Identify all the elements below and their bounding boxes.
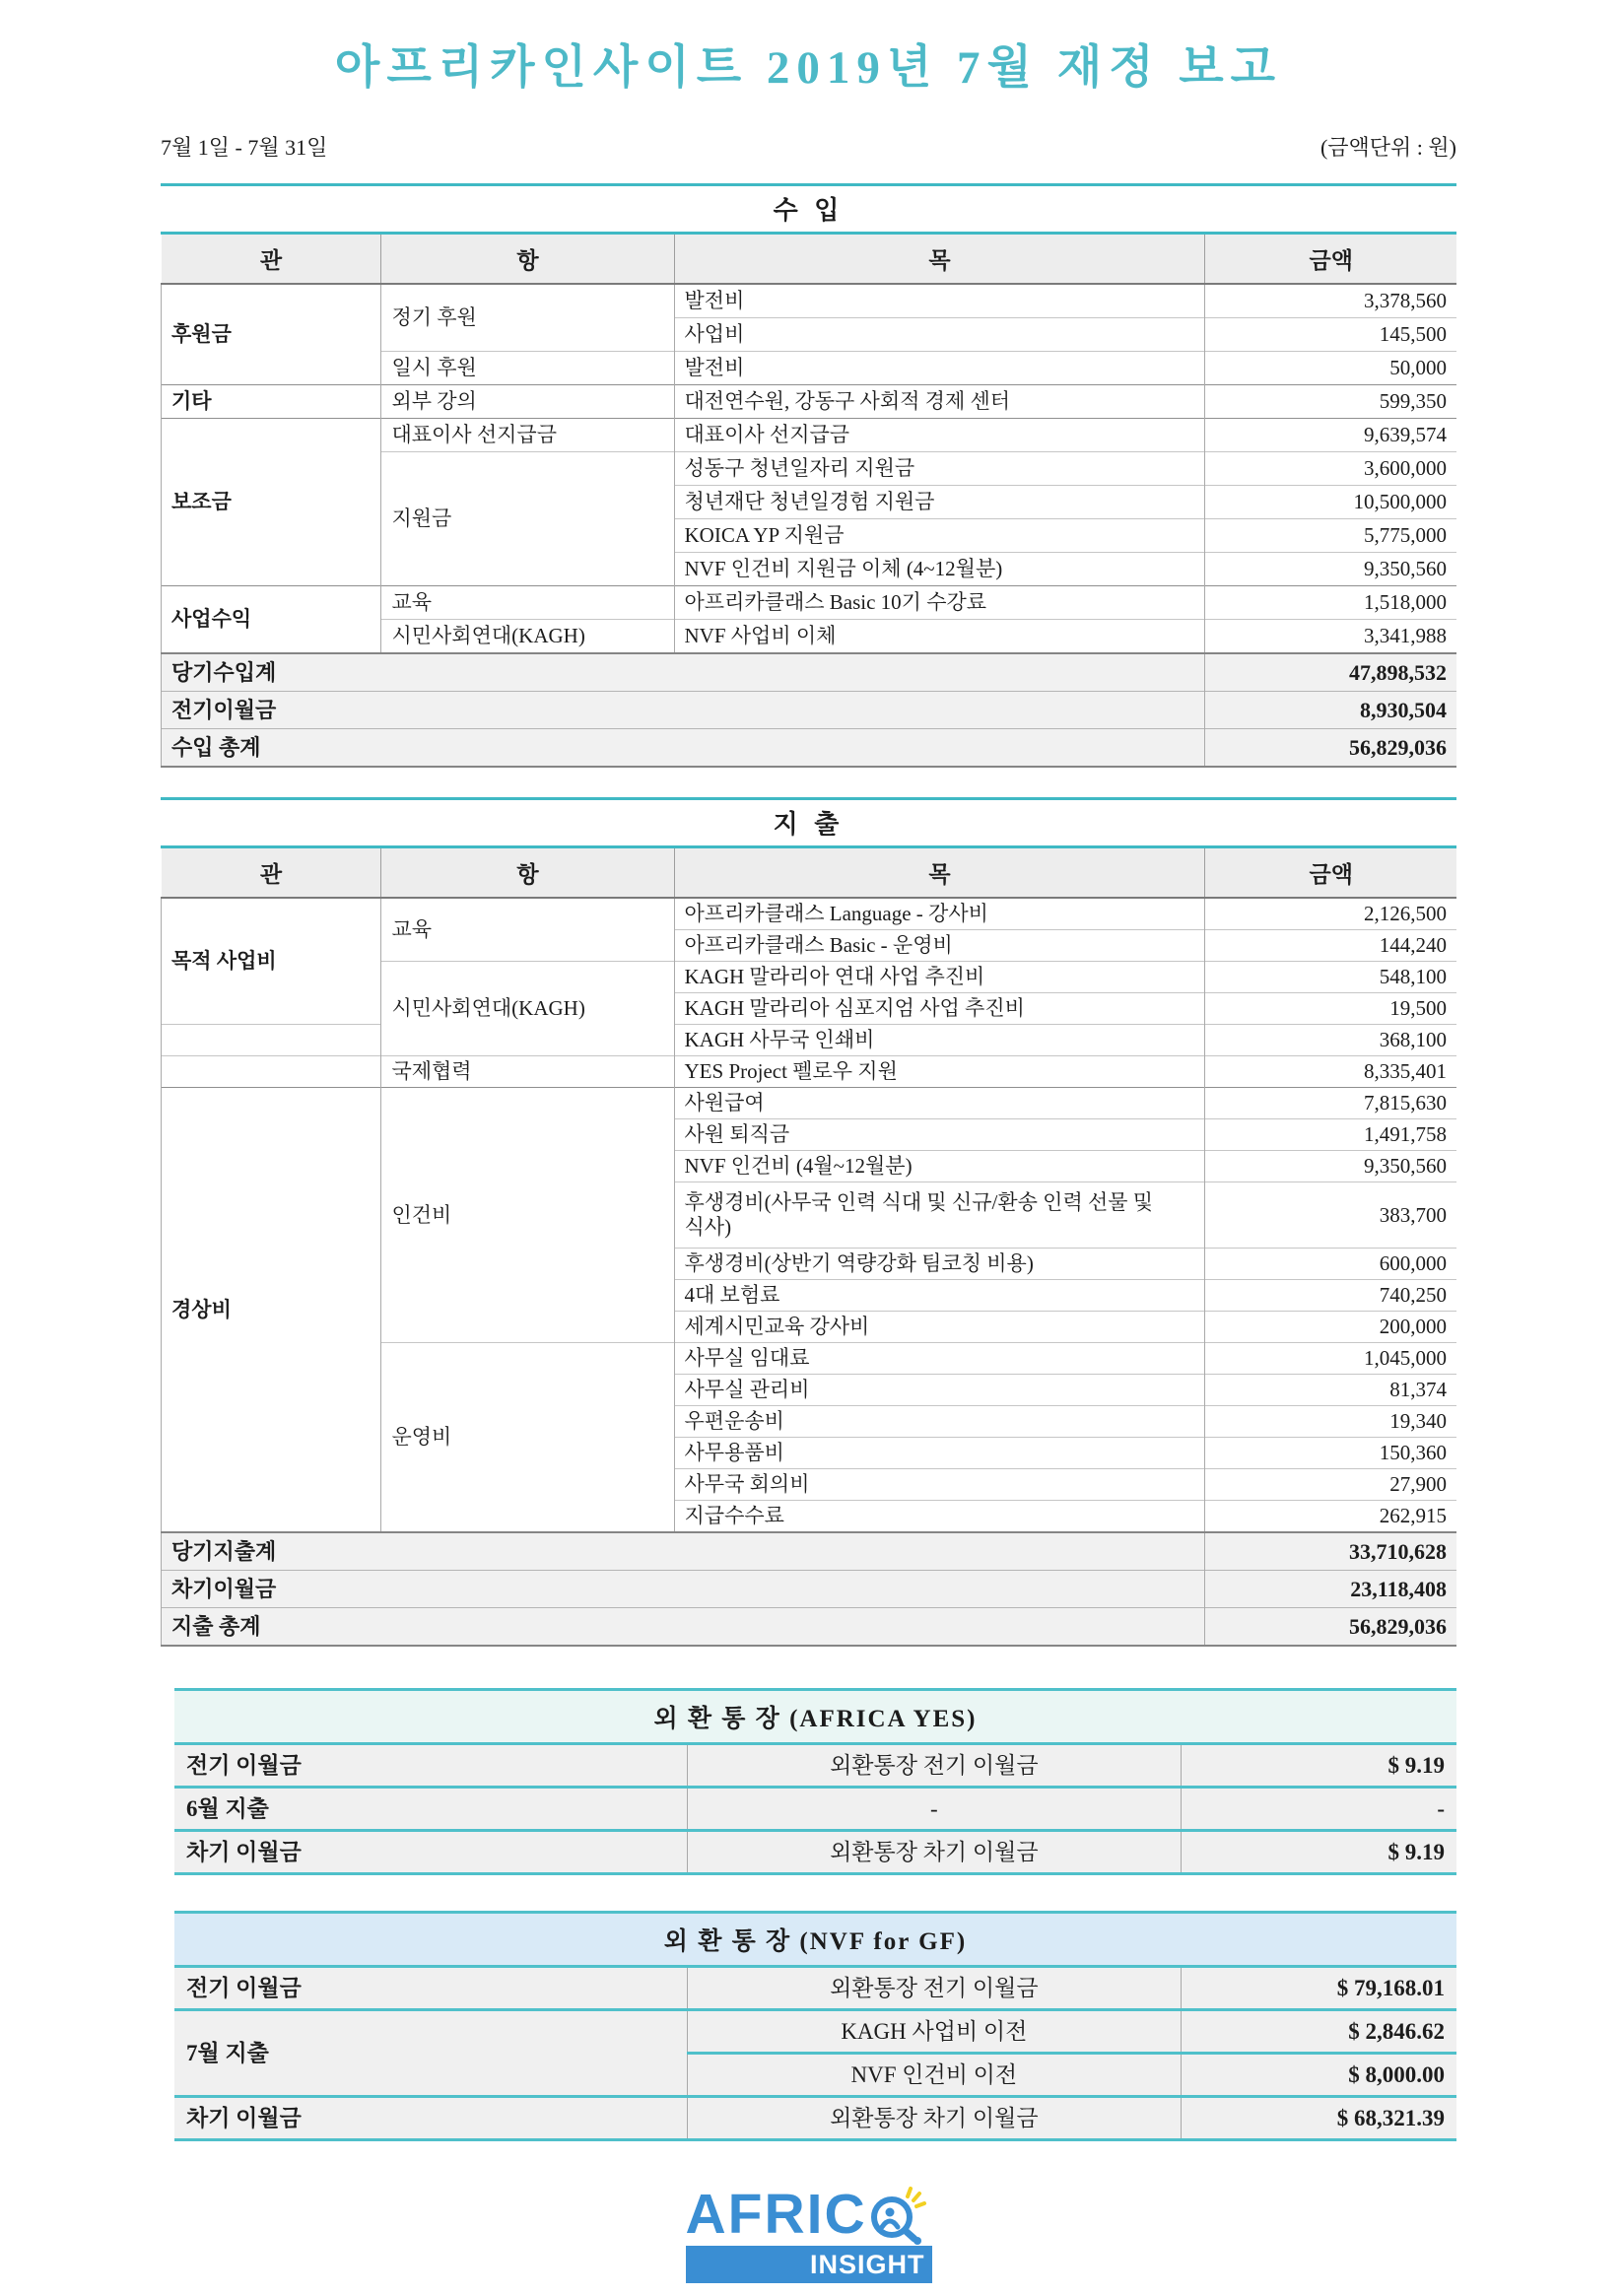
cell-amount: 19,340: [1205, 1406, 1456, 1438]
totals-row: [162, 692, 1457, 729]
totals-amount: 23,118,408: [1205, 1571, 1456, 1608]
fx-desc: 외환통장 전기 이월금: [687, 1967, 1181, 2010]
fx-header-row: [174, 1913, 1456, 1967]
column-header-hang: 항: [381, 235, 674, 284]
cell-item: 후생경비(사무국 인력 식대 및 신규/환송 인력 선물 및 식사): [674, 1182, 1205, 1249]
cell-subcategory: 시민사회연대(KAGH): [381, 620, 674, 654]
period-label: 7월 1일 - 7월 31일: [161, 135, 328, 161]
cell-subcategory: 외부 강의: [381, 385, 674, 419]
cell-amount: 1,491,758: [1205, 1119, 1456, 1151]
fx-row: [174, 2010, 1456, 2054]
cell-category: 후원금: [162, 284, 381, 385]
cell-item: 후생경비(상반기 역량강화 팀코칭 비용): [674, 1249, 1205, 1280]
fx-desc: -: [687, 1788, 1181, 1831]
fx-label: 차기 이월금: [174, 2097, 687, 2140]
cell-category-empty: [162, 1025, 381, 1056]
cell-category-empty: [162, 1056, 381, 1088]
fx-label: 6월 지출: [174, 1788, 687, 1831]
cell-item: 아프리카클래스 Basic - 운영비: [674, 930, 1205, 962]
cell-item: KAGH 말라리아 연대 사업 추진비: [674, 962, 1205, 993]
fx-desc: 외환통장 전기 이월금: [687, 1744, 1181, 1788]
logo-sparkle-icon: [908, 2189, 924, 2206]
cell-amount: 10,500,000: [1205, 486, 1456, 519]
fx-row: [174, 1967, 1456, 2010]
totals-amount: 56,829,036: [1205, 729, 1456, 768]
cell-subcategory: 정기 후원: [381, 284, 674, 352]
fx-desc: 외환통장 차기 이월금: [687, 1831, 1181, 1874]
fx-label: 차기 이월금: [174, 1831, 687, 1874]
table-row: [162, 385, 1457, 419]
cell-amount: 1,518,000: [1205, 586, 1456, 620]
page-title: 아프리카인사이트 2019년 7월 재정 보고: [334, 42, 1283, 94]
cell-amount: 600,000: [1205, 1249, 1456, 1280]
expense-section-title: 지 출: [161, 797, 1456, 848]
cell-item: 청년재단 청년일경험 지원금: [674, 486, 1205, 519]
expense-table: [161, 848, 1456, 1647]
cell-amount: 368,100: [1205, 1025, 1456, 1056]
cell-amount: 9,350,560: [1205, 553, 1456, 586]
cell-item: 지급수수료: [674, 1501, 1205, 1533]
income-header-row: [162, 235, 1457, 284]
cell-item: NVF 인건비 지원금 이체 (4~12월분): [674, 553, 1205, 586]
fx-amount: $ 9.19: [1181, 1744, 1456, 1788]
fx-header-row: [174, 1690, 1456, 1744]
fx-row: [174, 1831, 1456, 1874]
cell-amount: 200,000: [1205, 1312, 1456, 1343]
fx-amount: -: [1181, 1788, 1456, 1831]
totals-amount: 47,898,532: [1205, 653, 1456, 692]
cell-amount: 740,250: [1205, 1280, 1456, 1312]
fx-desc: NVF 인건비 이전: [687, 2054, 1181, 2097]
column-header-amount: 금액: [1205, 848, 1456, 898]
fx-nvf-title: 외 환 통 장 (NVF for GF): [174, 1913, 1456, 1967]
cell-item: 사무용품비: [674, 1438, 1205, 1469]
cell-item: 사원급여: [674, 1088, 1205, 1119]
cell-subcategory: 대표이사 선지급금: [381, 419, 674, 452]
africa-insight-logo: [686, 2183, 932, 2283]
logo-magnifier-icon: [864, 2183, 929, 2248]
cell-category: 보조금: [162, 419, 381, 586]
income-section-title: 수 입: [161, 183, 1456, 235]
totals-label: 차기이월금: [162, 1571, 1205, 1608]
fx-label: 전기 이월금: [174, 1967, 687, 2010]
table-row: [162, 284, 1457, 318]
cell-item: 대전연수원, 강동구 사회적 경제 센터: [674, 385, 1205, 419]
cell-item: 성동구 청년일자리 지원금: [674, 452, 1205, 486]
cell-item: 발전비: [674, 284, 1205, 318]
totals-row: [162, 1608, 1457, 1647]
income-table: [161, 235, 1456, 768]
cell-item: NVF 사업비 이체: [674, 620, 1205, 654]
fx-row: [174, 2097, 1456, 2140]
logo-insight-bar: [686, 2246, 932, 2283]
cell-category: 기타: [162, 385, 381, 419]
cell-item: 우편운송비: [674, 1406, 1205, 1438]
cell-subcategory: 운영비: [381, 1343, 674, 1533]
cell-amount: 5,775,000: [1205, 519, 1456, 553]
cell-item: NVF 인건비 (4월~12월분): [674, 1151, 1205, 1182]
cell-subcategory: 국제협력: [381, 1056, 674, 1088]
cell-subcategory: 지원금: [381, 452, 674, 586]
totals-row: [162, 729, 1457, 768]
cell-subcategory: 교육: [381, 586, 674, 620]
cell-item: 4대 보험료: [674, 1280, 1205, 1312]
totals-amount: 8,930,504: [1205, 692, 1456, 729]
cell-item: 사무실 관리비: [674, 1375, 1205, 1406]
cell-category: 경상비: [162, 1088, 381, 1533]
totals-label: 당기수입계: [162, 653, 1205, 692]
cell-item: 대표이사 선지급금: [674, 419, 1205, 452]
cell-amount: 383,700: [1205, 1182, 1456, 1249]
cell-item: 사업비: [674, 318, 1205, 352]
table-row: [162, 586, 1457, 620]
fx-amount: $ 2,846.62: [1181, 2010, 1456, 2054]
cell-item: KAGH 말라리아 심포지엄 사업 추진비: [674, 993, 1205, 1025]
cell-subcategory: 시민사회연대(KAGH): [381, 962, 674, 1056]
fx-label: 7월 지출: [174, 2010, 687, 2097]
totals-amount: 33,710,628: [1205, 1532, 1456, 1571]
fx-yes-title: 외 환 통 장 (AFRICA YES): [174, 1690, 1456, 1744]
cell-amount: 150,360: [1205, 1438, 1456, 1469]
fx-amount: $ 9.19: [1181, 1831, 1456, 1874]
logo-wordmark: [685, 2183, 932, 2247]
cell-amount: 27,900: [1205, 1469, 1456, 1501]
fx-row: [174, 1788, 1456, 1831]
table-row: [162, 1088, 1457, 1119]
cell-amount: 262,915: [1205, 1501, 1456, 1533]
table-row: [162, 1056, 1457, 1088]
cell-amount: 7,815,630: [1205, 1088, 1456, 1119]
totals-label: 지출 총계: [162, 1608, 1205, 1647]
fx-amount: $ 8,000.00: [1181, 2054, 1456, 2097]
cell-amount: 145,500: [1205, 318, 1456, 352]
cell-item: 아프리카클래스 Language - 강사비: [674, 898, 1205, 930]
table-row: [162, 898, 1457, 930]
column-header-amount: 금액: [1205, 235, 1456, 284]
fx-desc: KAGH 사업비 이전: [687, 2010, 1181, 2054]
logo-word-africa: AFRIC: [685, 2183, 867, 2247]
totals-row: [162, 653, 1457, 692]
column-header-gwan: 관: [162, 848, 381, 898]
totals-label: 전기이월금: [162, 692, 1205, 729]
expense-header-row: [162, 848, 1457, 898]
cell-item: KOICA YP 지원금: [674, 519, 1205, 553]
fx-row: [174, 1744, 1456, 1788]
totals-label: 수입 총계: [162, 729, 1205, 768]
cell-amount: 9,639,574: [1205, 419, 1456, 452]
cell-amount: 548,100: [1205, 962, 1456, 993]
cell-amount: 2,126,500: [1205, 898, 1456, 930]
cell-item: 발전비: [674, 352, 1205, 385]
cell-amount: 599,350: [1205, 385, 1456, 419]
logo-insight-label: INSIGHT: [809, 2249, 925, 2279]
column-header-mok: 목: [674, 235, 1205, 284]
report-meta: [161, 131, 1456, 162]
table-row: [162, 419, 1457, 452]
cell-item: 아프리카클래스 Basic 10기 수강료: [674, 586, 1205, 620]
cell-subcategory: 인건비: [381, 1088, 674, 1343]
totals-row: [162, 1532, 1457, 1571]
fx-amount: $ 79,168.01: [1181, 1967, 1456, 2010]
totals-amount: 56,829,036: [1205, 1608, 1456, 1647]
fx-table-africa-yes: [174, 1688, 1456, 1875]
cell-amount: 144,240: [1205, 930, 1456, 962]
cell-subcategory: 교육: [381, 898, 674, 962]
totals-row: [162, 1571, 1457, 1608]
column-header-gwan: 관: [162, 235, 381, 284]
column-header-hang: 항: [381, 848, 674, 898]
cell-amount: 19,500: [1205, 993, 1456, 1025]
fx-label: 전기 이월금: [174, 1744, 687, 1788]
cell-amount: 1,045,000: [1205, 1343, 1456, 1375]
cell-category: 목적 사업비: [162, 898, 381, 1025]
cell-category: 사업수익: [162, 586, 381, 654]
cell-amount: 3,600,000: [1205, 452, 1456, 486]
table-row: [162, 1025, 1457, 1056]
cell-amount: 9,350,560: [1205, 1151, 1456, 1182]
cell-item: 사무국 회의비: [674, 1469, 1205, 1501]
cell-subcategory: 일시 후원: [381, 352, 674, 385]
fx-table-nvf: [174, 1911, 1456, 2141]
column-header-mok: 목: [674, 848, 1205, 898]
cell-item: 사원 퇴직금: [674, 1119, 1205, 1151]
cell-amount: 8,335,401: [1205, 1056, 1456, 1088]
fx-amount: $ 68,321.39: [1181, 2097, 1456, 2140]
totals-label: 당기지출계: [162, 1532, 1205, 1571]
cell-amount: 3,341,988: [1205, 620, 1456, 654]
cell-amount: 81,374: [1205, 1375, 1456, 1406]
cell-amount: 3,378,560: [1205, 284, 1456, 318]
fx-desc: 외환통장 차기 이월금: [687, 2097, 1181, 2140]
cell-amount: 50,000: [1205, 352, 1456, 385]
cell-item: KAGH 사무국 인쇄비: [674, 1025, 1205, 1056]
unit-note: (금액단위 : 원): [1320, 135, 1456, 161]
cell-item: 사무실 임대료: [674, 1343, 1205, 1375]
cell-item: YES Project 펠로우 지원: [674, 1056, 1205, 1088]
cell-item: 세계시민교육 강사비: [674, 1312, 1205, 1343]
